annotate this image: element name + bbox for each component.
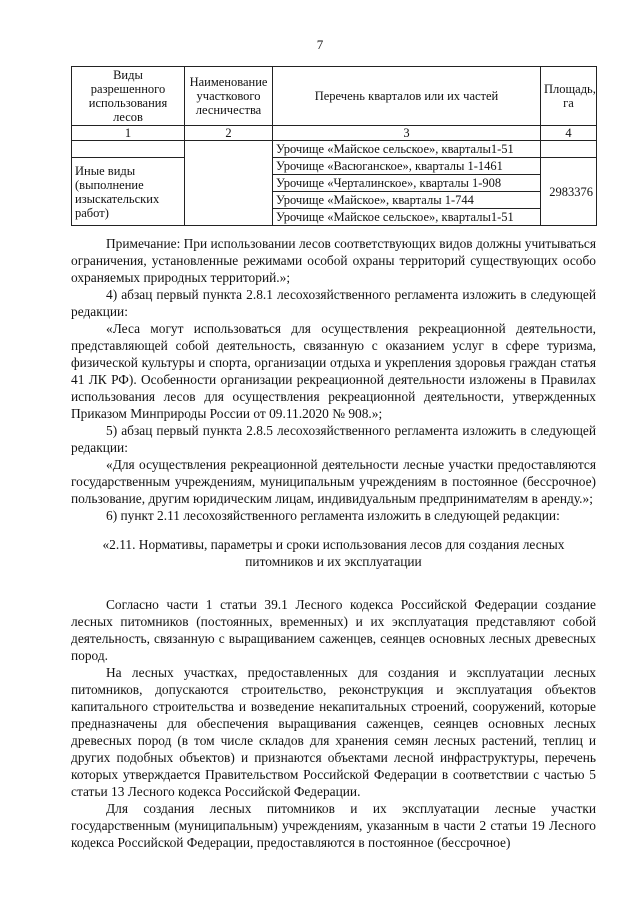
forest-use-table [71,66,597,226]
recreation-quote-paragraph: «Леса могут использоваться для осуществления рекреационной деятельности, представляющей собой деятельность, связанную с оказанием услуг в сфере туризма, физической культуры и спорта, организации отдыха и укрепления здоровья граждан статья 41 ЛК РФ). Особенности организации рекреационной деятельности изложены в Правилах использования лесов для осуществления рекреационной деятельности, утвержденных Приказом Минприроды России от 09.11.2020 № 908.»; [71,321,596,421]
forestry-name-cell [185,141,273,226]
amendment-4-paragraph: 4) абзац первый пункта 2.8.1 лесохозяйственного регламента изложить в следующей редакции: [71,287,596,319]
header-use-types: Виды разрешенного использования лесов [72,67,185,126]
header-area: Площадь, га [541,67,597,126]
document-body [71,235,596,851]
area-value: 2983376 [541,158,597,226]
area-cell-empty [541,141,597,158]
column-number: 1 [72,126,185,141]
note-paragraph: Примечание: При использовании лесов соответствующих видов должны учитываться ограничения, установленные режимами особой охраны территорий существующих особо охраняемых природных территорий.»; [71,236,596,285]
page-number: 7 [316,37,324,52]
amendment-5-paragraph: 5) абзац первый пункта 2.8.5 лесохозяйственного регламента изложить в следующей редакции: [71,423,596,455]
provision-quote-paragraph: «Для осуществления рекреационной деятельности лесные участки предоставляются государственным учреждениям, муниципальным учреждениям в постоянное (бессрочное) пользование, другим юридическим лицам, индивидуальным предпринимателям в аренду.»; [71,457,596,506]
column-number: 2 [185,126,273,141]
header-quarters-list: Перечень кварталов или их частей [273,67,541,126]
nursery-definition-paragraph: Согласно части 1 статьи 39.1 Лесного кодекса Российской Федерации создание лесных питомников (постоянных, временных) и их эксплуатация представляют собой деятельность, связанную с выращиванием саженцев, сеянцев основных лесных древесных пород. [71,597,596,663]
quarter-item: Урочище «Майское сельское», кварталы1-51 [273,141,541,158]
column-number: 4 [541,126,597,141]
quarter-item: Урочище «Майское сельское», кварталы1-51 [273,209,541,226]
section-heading: «2.11. Нормативы, параметры и сроки использования лесов для создания лесных питомников и их эксплуатации [102,537,565,569]
nursery-provision-paragraph: Для создания лесных питомников и их эксплуатации лесные участки государственным (муниципальным) учреждениям, указанным в части 2 статьи 19 Лесного кодекса Российской Федерации, предоставляются в постоянное (бессрочное) [71,801,596,850]
nursery-infrastructure-paragraph: На лесных участках, предоставленных для создания и эксплуатации лесных питомников, допускаются строительство, реконструкция и эксплуатация объектов капитального строительства и возведение некапитальных строений, сооружений, которые предназначены для обеспечения выращивания саженцев, сеянцев основных лесных древесных пород (в том числе складов для хранения семян лесных растений, теплиц и других подобных объектов) и признаются объектами лесной инфраструктуры, перечень которых утверждается Правительством Российской Федерации в соответствии с частью 5 статьи 13 Лесного кодекса Российской Федерации. [71,665,596,799]
use-type-other: Иные виды (выполнение изыскательских работ) [72,158,185,226]
column-number: 3 [273,126,541,141]
quarter-item: Урочище «Майское», кварталы 1-744 [273,192,541,209]
amendment-6-paragraph: 6) пункт 2.11 лесохозяйственного регламента изложить в следующей редакции: [106,508,560,523]
use-type-cell-empty [72,141,185,158]
header-forestry-name: Наименование участкового лесничества [185,67,273,126]
quarter-item: Урочище «Васюганское», кварталы 1-1461 [273,158,541,175]
quarter-item: Урочище «Черталинское», кварталы 1-908 [273,175,541,192]
